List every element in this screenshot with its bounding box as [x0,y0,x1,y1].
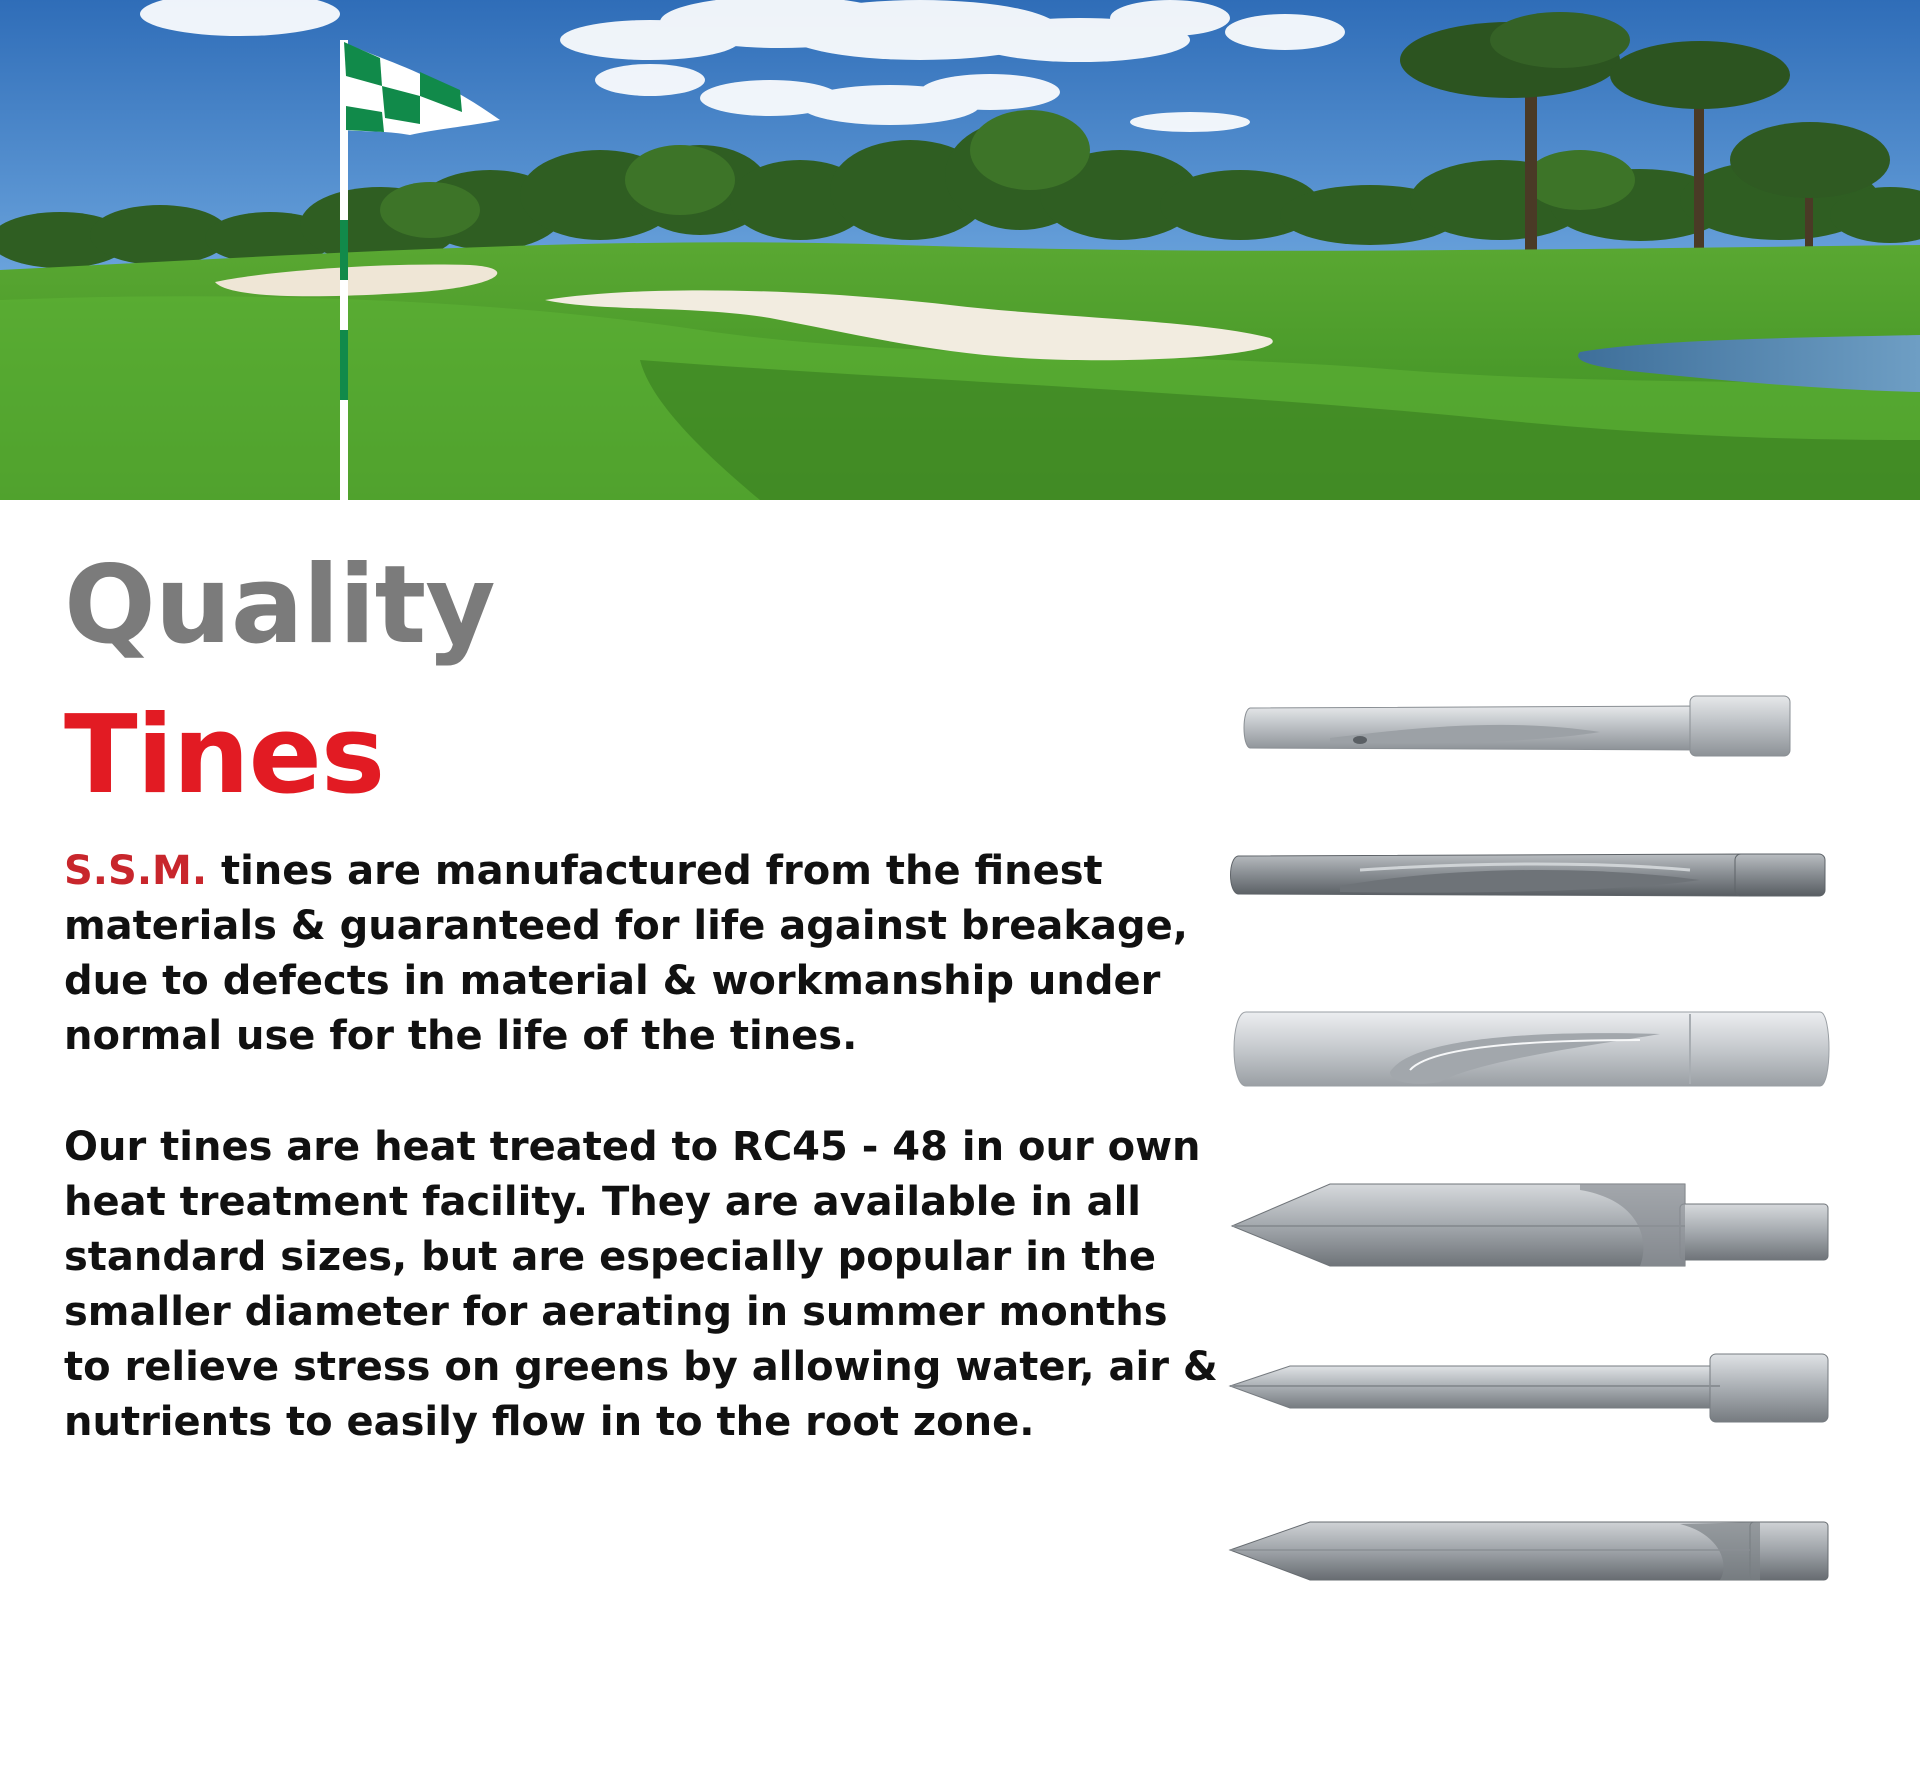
solid-pencil-tine-slim [1220,1340,1840,1430]
hollow-tine-side-eject-large [1220,1000,1840,1100]
brand-name: S.S.M. [64,848,208,894]
golf-course-photo [0,0,1920,500]
intro-paragraph [64,844,1224,1064]
hollow-tine-side-eject-small [1220,680,1840,770]
headline-tines: Tines [64,693,385,818]
heat-treatment-paragraph: Our tines are heat treated to RC45 - 48 in our own heat treatment facility. They are available in all standard sizes, but are especially popular in the smaller diameter for aerating in summer months to relieve stress on greens by allowing water, air & nutrients to easily flow in to the root zone. [64,1124,1218,1445]
intro-text: tines are manufactured from the finest materials & guaranteed for life against breakage, due to defects in material & workmanship under normal use for the life of the tines. [64,848,1188,1059]
hollow-tine-side-eject-dark [1220,840,1840,910]
headline-quality: Quality [64,543,495,668]
solid-pencil-tine-large [1220,1170,1840,1280]
tine-product-gallery [1220,660,1840,1620]
solid-pencil-tine-fluted [1220,1500,1840,1590]
